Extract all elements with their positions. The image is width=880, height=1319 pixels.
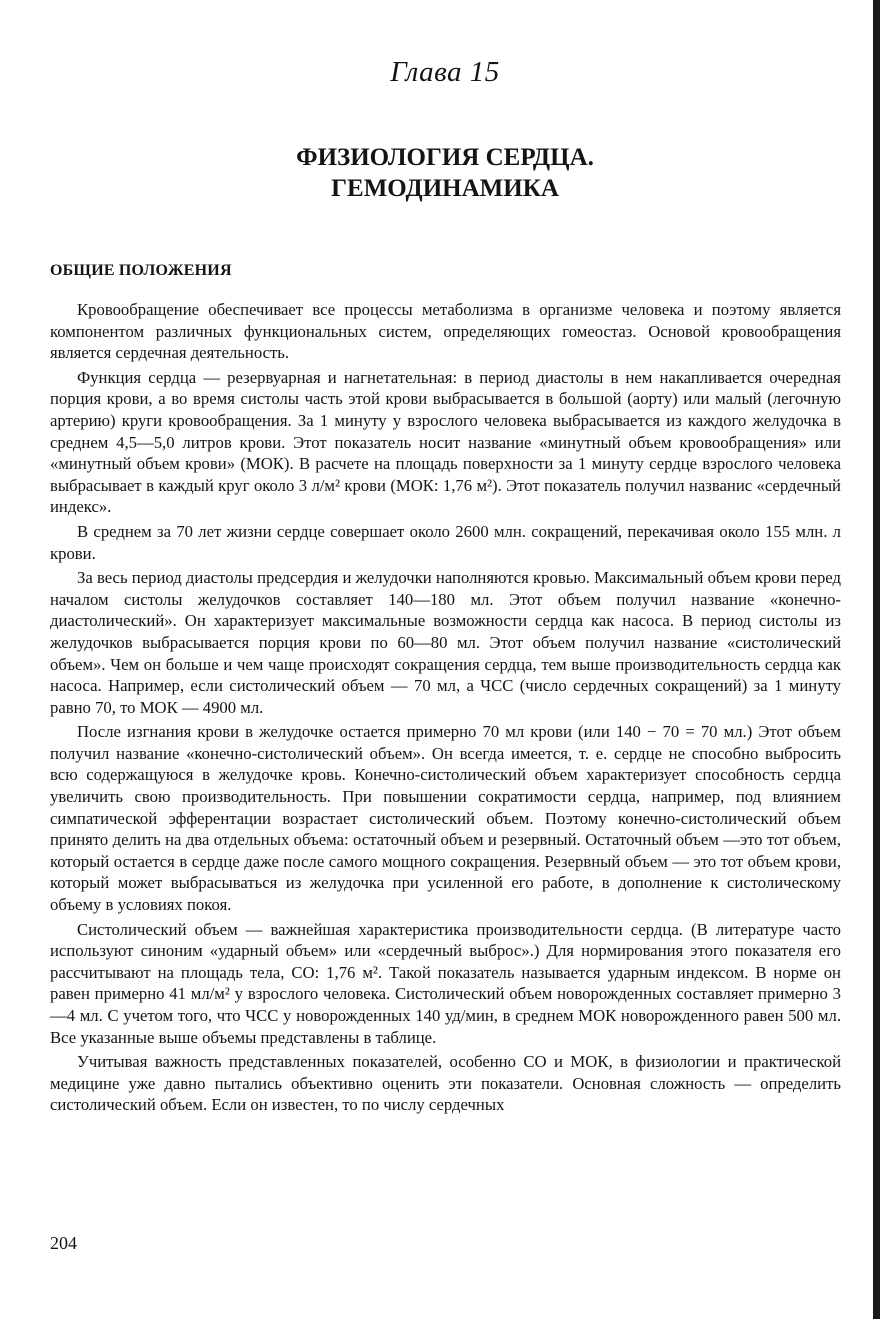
- paragraph: После изгнания крови в желудочке остается примерно 70 мл крови (или 140 − 70 = 70 мл.) Этот объем получил название «конечно-систолический объем». Он всегда имеется, т. е. сердце не способно выбросить всю содержащуюся в желудочке кровь. Конечно-систолический объем характеризует способность сердца увеличить свою производительность. При повышении сократимости сердца, например, под влиянием симпатической эфферентации возрастает систолический объем. Поэтому конечно-систолический объем принято делить на два отдельных объема: остаточный объем и резервный. Остаточный объем —это тот объем, который остается в сердце даже после самого мощного сокращения. Резервный объем — это тот объем крови, который может выбрасываться из желудочка при усиленной его работе, в дополнение к систолическому объему в условиях покоя.: [50, 722, 841, 915]
- book-page: [49, 0, 841, 1319]
- paragraph: В среднем за 70 лет жизни сердце совершает около 2600 млн. сокращений, перекачивая около 155 млн. л крови.: [50, 521, 841, 563]
- body-text: [50, 299, 841, 1116]
- chapter-title-line-1: ФИЗИОЛОГИЯ СЕРДЦА.: [296, 144, 594, 171]
- paragraph: Функция сердца — резервуарная и нагнетательная: в период диастолы в нем накапливается очередная порция крови, а во время систолы часть этой крови выбрасывается в большой (аорту) или малый (легочную артерию) круги кровообращения. За 1 минуту у взрослого человека выбрасывается из каждого желудочка в среднем 4,5—5,0 литров крови. Этот показатель носит название «минутный объем кровообращения» или «минутный объем крови» (МОК). В расчете на площадь поверхности за 1 минуту сердце взрослого человека выбрасывает в каждый круг около 3 л/м² крови (МОК: 1,76 м²). Этот показатель получил названис «сердечный индекс».: [50, 367, 841, 517]
- chapter-title-line-2: ГЕМОДИНАМИКА: [331, 175, 559, 202]
- scan-edge-shadow: [873, 0, 880, 1319]
- paragraph: Систолический объем — важнейшая характеристика производительности сердца. (В литературе часто используют синоним «ударный объем» или «сердечный выброс».) Для нормирования этого показателя его рассчитывают на площадь тела, СО: 1,76 м². Такой показатель называется ударным индексом. В норме он равен примерно 41 мл/м² у взрослого человека. Систолический объем новорожденных составляет примерно 3—4 мл. С учетом того, что ЧСС у новорожденных 140 уд/мин, в среднем МОК новорожденного равен 500 мл. Все указанные выше объемы представлены в таблице.: [50, 919, 841, 1047]
- paragraph: За весь период диастолы предсердия и желудочки наполняются кровью. Максимальный объем крови перед началом систолы желудочков составляет 140—180 мл. Этот объем получил название «конечно-диастолический». Он характеризует максимальные возможности сердца как насоса. В период систолы из желудочков выбрасывается порция крови по 60—80 мл. Этот объем получил название «систолический объем». Чем он больше и чем чаще происходят сокращения сердца, тем выше производительность сердца как насоса. Например, если систолический объем — 70 мл, а ЧСС (число сердечных сокращений) за 1 минуту равно 70, то МОК — 4900 мл.: [50, 568, 841, 717]
- paragraph: Кровообращение обеспечивает все процессы метаболизма в организме человека и поэтому является компонентом различных функциональных систем, определяющих гомеостаз. Основой кровообращения является сердечная деятельность.: [50, 300, 841, 363]
- paragraph: Учитывая важность представленных показателей, особенно СО и МОК, в физиологии и практической медицине уже давно пытались объективно оценить эти показатели. Основная сложность — определить систолический объем. Если он известен, то по числу сердечных: [50, 1052, 841, 1115]
- chapter-title: [49, 142, 841, 204]
- section-heading: ОБЩИЕ ПОЛОЖЕНИЯ: [50, 262, 232, 279]
- chapter-label: Глава 15: [390, 56, 500, 88]
- page-number: 204: [50, 1233, 77, 1253]
